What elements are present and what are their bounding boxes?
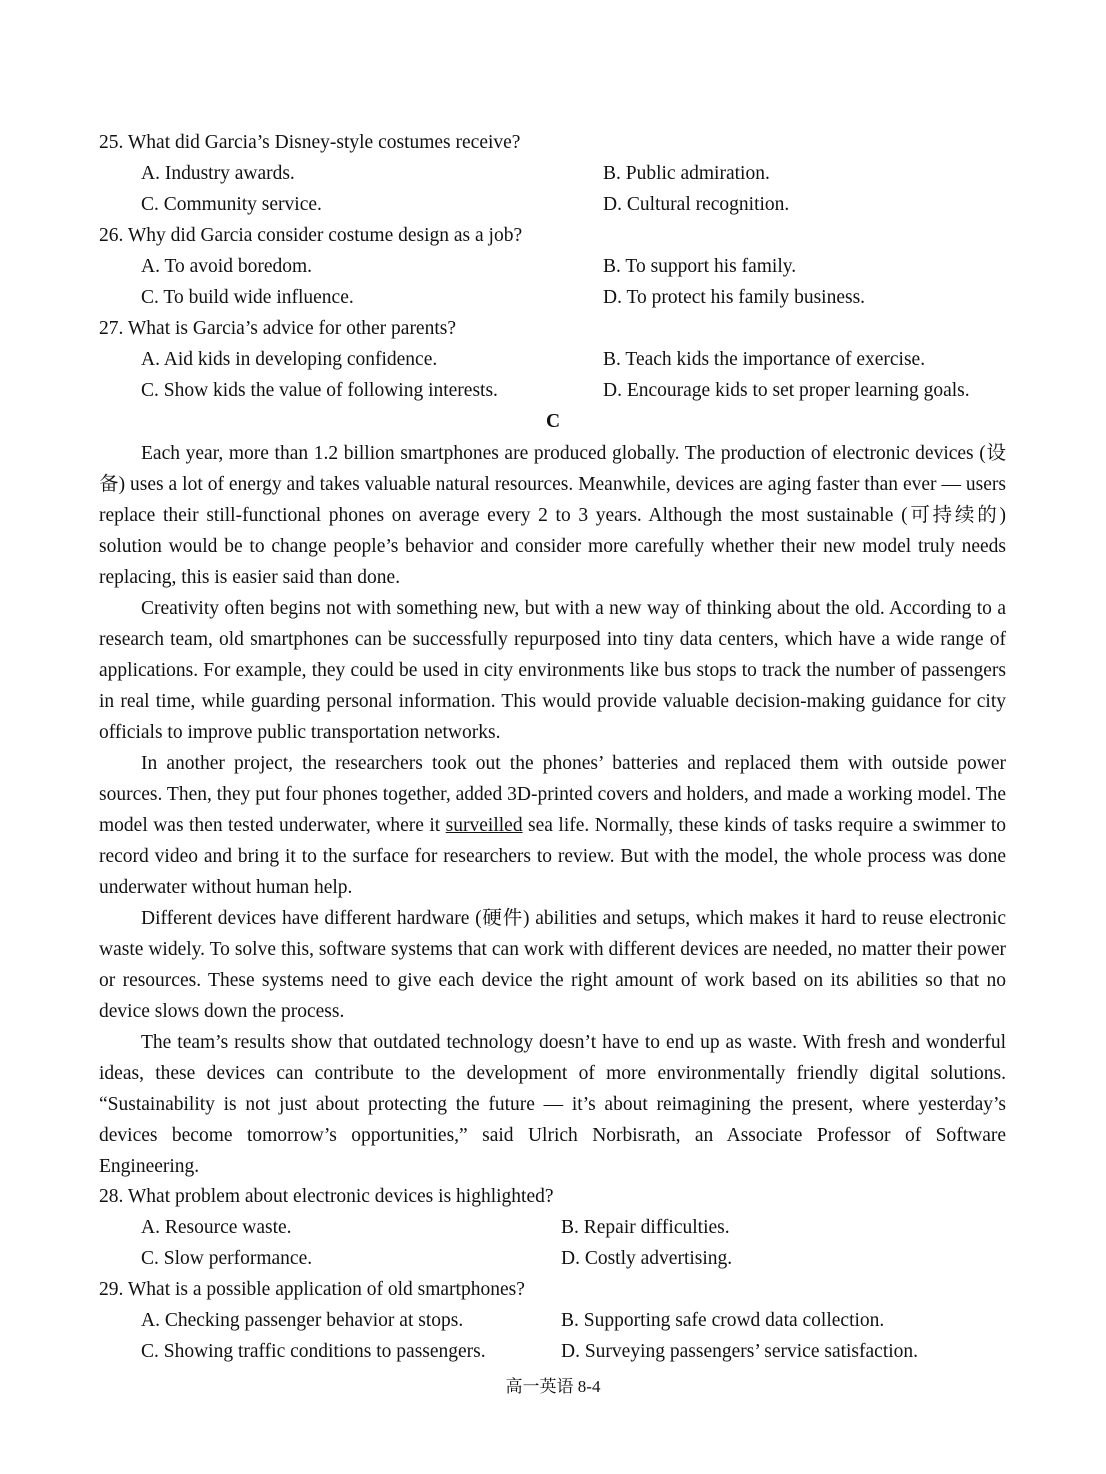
question-26-option-c: C. To build wide influence. [141, 287, 354, 308]
question-25-option-d: D. Cultural recognition. [603, 194, 790, 215]
passage-paragraph-3 [99, 748, 1006, 903]
question-25-option-a: A. Industry awards. [141, 163, 295, 184]
question-27-option-b: B. Teach kids the importance of exercise. [603, 349, 926, 370]
underlined-word: surveilled [445, 815, 523, 836]
passage-paragraph-1 [99, 438, 1006, 593]
passage-paragraph-5 [99, 1027, 1006, 1182]
question-28-option-b: B. Repair difficulties. [561, 1217, 730, 1238]
question-26-option-a: A. To avoid boredom. [141, 256, 313, 277]
question-29-option-b: B. Supporting safe crowd data collection. [561, 1310, 885, 1331]
question-28-option-d: D. Costly advertising. [561, 1248, 733, 1269]
question-25-stem: 25. What did Garcia’s Disney-style costumes receive? [99, 132, 521, 153]
question-27-option-a: A. Aid kids in developing confidence. [141, 349, 438, 370]
question-25-option-c: C. Community service. [141, 194, 322, 215]
paragraph-5-text: The team’s results show that outdated technology doesn’t have to end up as waste. With fresh and wonderful ideas, these devices can contribute to the development of more environmentally friendly digital solutions. “Sustainability is not just about protecting the future — it’s about reimagining the present, where yesterday’s devices become tomorrow’s opportunities,” said Ulrich Norbisrath, an Associate Professor of Software Engineering. [99, 1032, 1006, 1177]
question-28-option-c: C. Slow performance. [141, 1248, 313, 1269]
paragraph-3-text-end: sea life. Normally, these kinds of tasks require a swimmer to record video and bring it to the surface for researchers to review. But with the model, the whole process was done underwater without human help. [99, 815, 1006, 898]
question-29-option-c: C. Showing traffic conditions to passengers. [141, 1341, 486, 1362]
question-27-option-c: C. Show kids the value of following interests. [141, 380, 498, 401]
question-29-option-a: A. Checking passenger behavior at stops. [141, 1310, 464, 1331]
question-28-stem: 28. What problem about electronic devices is highlighted? [99, 1186, 554, 1207]
passage-paragraph-4 [99, 903, 1006, 1027]
question-26-option-d: D. To protect his family business. [603, 287, 866, 308]
passage-paragraph-2 [99, 593, 1006, 748]
question-28-option-a: A. Resource waste. [141, 1217, 292, 1238]
paragraph-4-text: Different devices have different hardware (硬件) abilities and setups, which makes it hard to reuse electronic waste widely. To solve this, software systems that can work with different devices are needed, no matter their power or resources. These systems need to give each device the right amount of work based on its abilities so that no device slows down the process. [99, 908, 1006, 1022]
question-27-stem: 27. What is Garcia’s advice for other parents? [99, 318, 456, 339]
question-26-stem: 26. Why did Garcia consider costume design as a job? [99, 225, 523, 246]
question-25-option-b: B. Public admiration. [603, 163, 770, 184]
question-26-option-b: B. To support his family. [603, 256, 797, 277]
question-29-option-d: D. Surveying passengers’ service satisfaction. [561, 1341, 919, 1362]
question-29-stem: 29. What is a possible application of old smartphones? [99, 1279, 525, 1300]
page-footer: 高一英语 8-4 [505, 1377, 601, 1396]
question-27-option-d: D. Encourage kids to set proper learning goals. [603, 380, 970, 401]
section-heading: C [545, 411, 561, 432]
paragraph-1-text: Each year, more than 1.2 billion smartphones are produced globally. The production of electronic devices (设备) uses a lot of energy and takes valuable natural resources. Meanwhile, devices are aging faster than ever — users replace their still-functional phones on average every 2 to 3 years. Although the most sustainable (可持续的) solution would be to change people’s behavior and consider more carefully whether their new model truly needs replacing, this is easier said than done. [99, 443, 1006, 588]
paragraph-3-text-start: In another project, the researchers took out the phones’ batteries and replaced them with outside power sources. Then, they put four phones together, added 3D-printed covers and holders, and made a working model. The model was then tested underwater, where it [99, 753, 1006, 836]
paragraph-2-text: Creativity often begins not with something new, but with a new way of thinking about the old. According to a research team, old smartphones can be successfully repurposed into tiny data centers, which have a wide range of applications. For example, they could be used in city environments like bus stops to track the number of passengers in real time, while guarding personal information. This would provide valuable decision-making guidance for city officials to improve public transportation networks. [99, 598, 1006, 743]
